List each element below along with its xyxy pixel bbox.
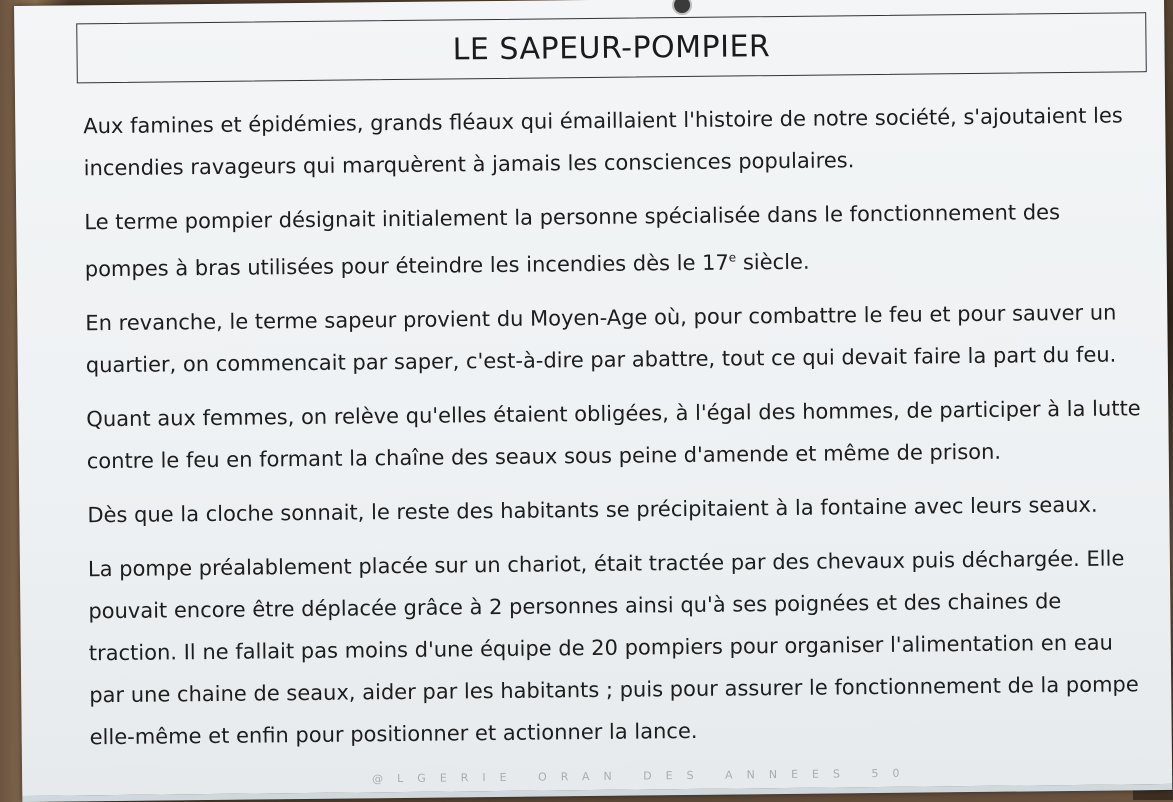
watermark: @LGERIE ORAN DES ANNEES 50 (372, 766, 914, 786)
pin-icon (672, 0, 692, 15)
paragraph-4: Quant aux femmes, on relève qu'elles étaient obligées, à l'égal des hommes, de participer à la lutte contre le feu en formant la chaîne des seaux sous peine d'amende et même de prison. (86, 396, 1141, 474)
paragraph-2 (84, 190, 1145, 290)
title-box (76, 12, 1147, 83)
paragraph-3: En revanche, le terme sapeur provient du Moyen-Age où, pour combattre le feu et pour sauver un quartier, on commencait par saper, c'est-à-dire par abattre, tout ce qui devait faire la part du feu. (85, 300, 1117, 378)
paragraph-6: La pompe préalablement placée sur un chariot, était tractée par des chevaux puis déchargée. Elle pouvait encore être déplacée grâce à 2 personnes ainsi qu'à ses poignées et des chaines de traction. Il ne fallait pas moins d'une équipe de 20 pompiers pour organiser l'alimentation en eau par une chaine de seaux, aider par les habitants ; puis pour assurer le fonctionnement de la pompe elle-même et enfin pour positionner et actionner la lance. (87, 546, 1139, 750)
paragraph-1: Aux famines et épidémies, grands fléaux qui émaillaient l'histoire de notre société, s'ajoutaient les incendies ravageurs qui marquèrent à jamais les consciences populaires. (83, 103, 1123, 181)
paragraph-2-text: Le terme pompier désignait initialement la personne spécialisée dans le fonctionnement des pompes à bras utilisées pour éteindre les incendies dès le 17 (84, 200, 1061, 282)
paragraph-2-end: siècle. (736, 249, 810, 275)
century-superscript: e (728, 250, 737, 265)
notice-sheet (14, 0, 1172, 802)
paragraph-5: Dès que la cloche sonnait, le reste des habitants se précipitaient à la fontaine avec leurs seaux. (87, 492, 1098, 528)
page-title: LE SAPEUR-POMPIER (452, 28, 771, 67)
body-text (83, 94, 1150, 770)
